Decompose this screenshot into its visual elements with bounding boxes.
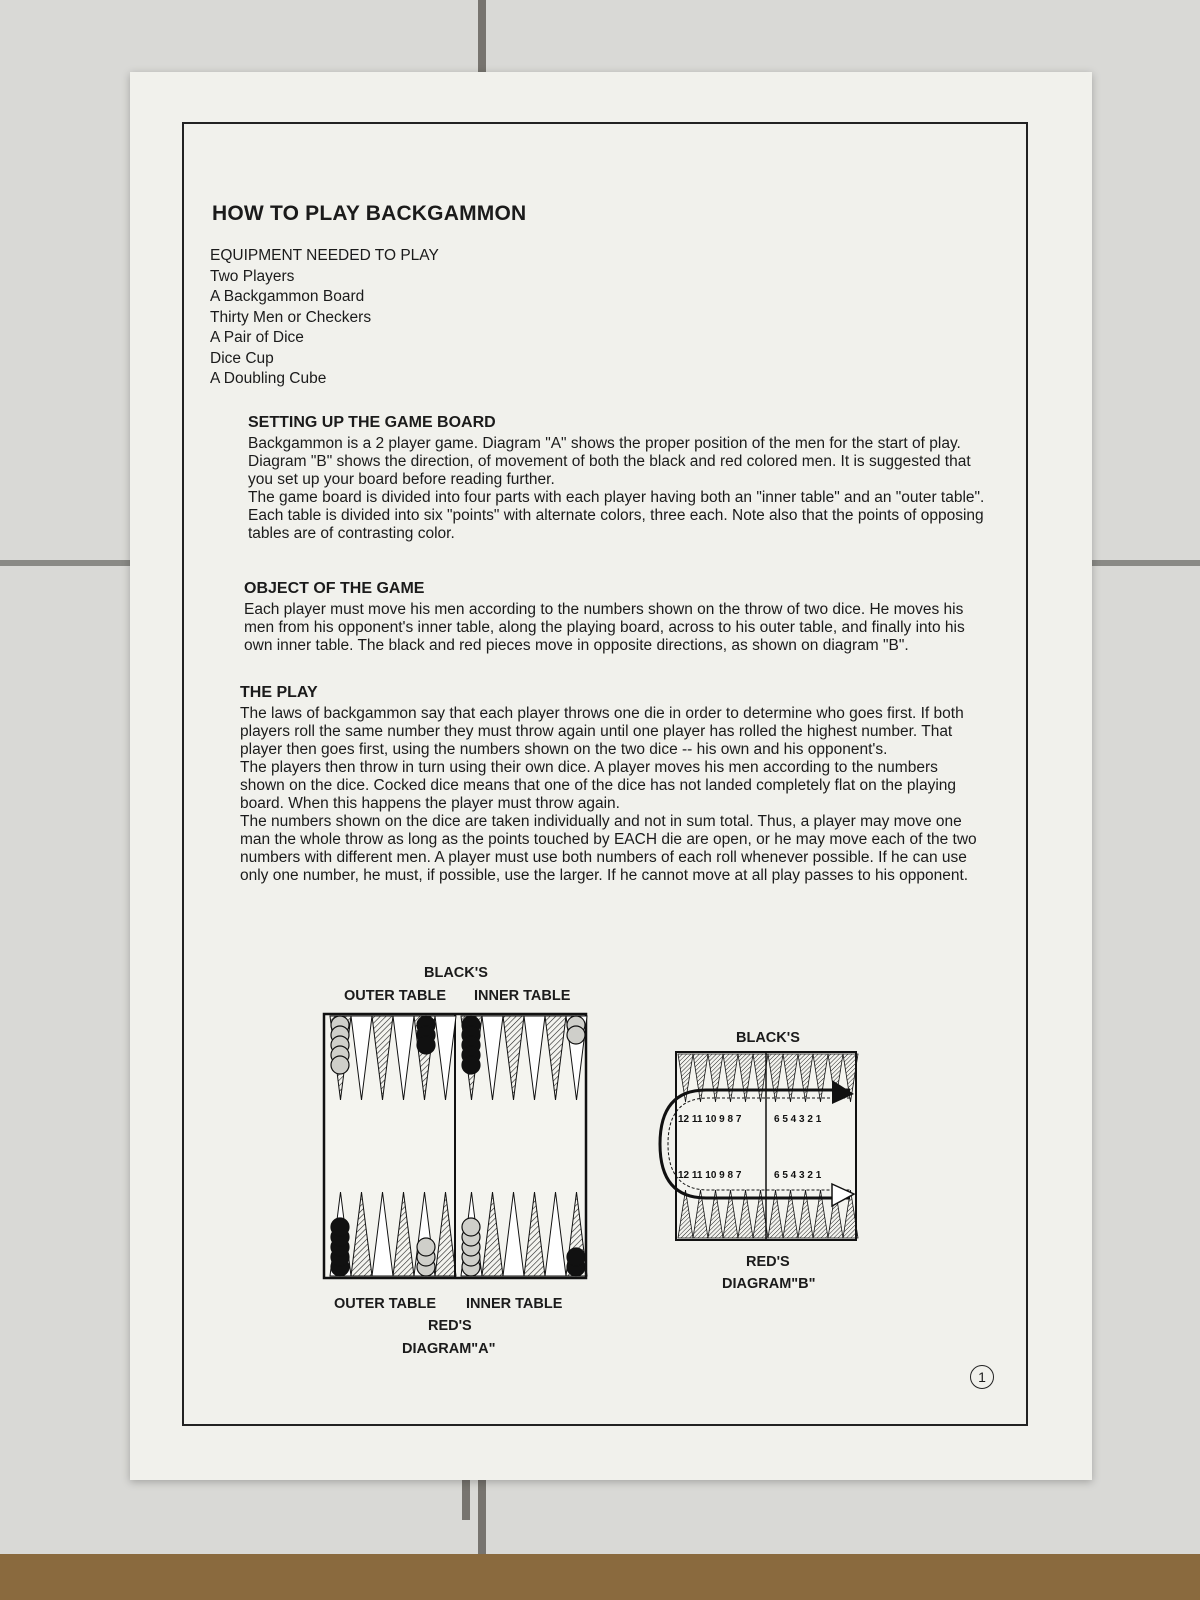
diagram-a-board [322, 1012, 590, 1282]
equipment-item: A Backgammon Board [210, 288, 365, 305]
play-body: The laws of backgammon say that each player throws one die in order to determine who goes first. If both players roll the same number they must throw again until one player has rolled the highest number. That player then goes first, using the numbers shown on the two dice -- his own and his opponent's. The players then throw in turn using their own dice. A player moves his men according to the numbers shown on the dice. Cocked dice means that one of the dice has not landed completely flat on the playing board. When this happens the player must throw again. The numbers shown on the dice are taken individually and not in sum total. Thus, a player may move one man the whole throw as long as the points touched by EACH die are open, or he may move each of the two numbers with different men. A player must use both numbers of each roll whenever possible. If he can use only one number, he must, if possible, use the larger. If he cannot move at all play passes to his opponent. [240, 705, 977, 884]
red-checker [331, 1056, 349, 1074]
setup-heading: SETTING UP THE GAME BOARD [248, 414, 496, 431]
equipment-item: Two Players [210, 267, 295, 285]
equipment-item: A Doubling Cube [210, 370, 327, 387]
diagram-b-board [650, 1048, 860, 1244]
equipment-item: A Pair of Dice [210, 329, 304, 346]
equipment-item: Thirty Men or Checkers [210, 308, 372, 326]
equipment-heading: EQUIPMENT NEEDED TO PLAY [210, 247, 439, 264]
diagram-b-caption: DIAGRAM"B" [722, 1276, 816, 1292]
diagram-a-bottom-left-label: OUTER TABLE [334, 1296, 437, 1312]
diagram-b-numbers-top-right: 6 5 4 3 2 1 [774, 1114, 822, 1125]
object-body: Each player must move his men according to the numbers shown on the throw of two dice. He moves his men from his opponent's inner table, along the playing board, across to his outer table, and finally into his own inner table. The black and red pieces move in opposite directions, as shown on diagram "B". [244, 601, 965, 654]
equipment-item: Dice Cup [210, 349, 274, 367]
diagram-a-bottom-right-label: INNER TABLE [466, 1296, 563, 1312]
page-number: 1 [978, 1369, 986, 1385]
black-checker [331, 1218, 349, 1236]
play-heading: THE PLAY [240, 684, 318, 701]
diagram-b-numbers-top-left: 12 11 10 9 8 7 [678, 1114, 742, 1125]
diagram-b-bottom-owner: RED'S [746, 1254, 790, 1270]
diagram-b-top-owner: BLACK'S [736, 1030, 800, 1046]
diagram-a-caption: DIAGRAM"A" [402, 1341, 496, 1357]
red-checker [567, 1026, 585, 1044]
diagram-a-top-right-label: INNER TABLE [474, 988, 571, 1004]
diagram-a-bottom-owner: RED'S [428, 1318, 472, 1334]
red-checker [462, 1218, 480, 1236]
object-heading: OBJECT OF THE GAME [244, 580, 425, 597]
diagram-b-numbers-bottom-right: 6 5 4 3 2 1 [774, 1170, 822, 1181]
play-section [240, 684, 980, 885]
black-checker [567, 1248, 585, 1266]
rules-sheet [130, 72, 1092, 1480]
equipment-list [210, 246, 439, 390]
object-section [244, 580, 984, 655]
setup-body: Backgammon is a 2 player game. Diagram "A" shows the proper position of the men for the start of play. Diagram "B" shows the direction, of movement of both the black and red colored men. It is suggested that you set up your board before reading further. The game board is divided into four parts with each player having both an "inner table" and an "outer table". Each table is divided into six "points" with alternate colors, three each. Note also that the points of opposing tables are of contrasting color. [248, 435, 985, 542]
red-checker [417, 1238, 435, 1256]
wood-floor-strip [0, 1554, 1200, 1600]
setup-section [248, 414, 988, 543]
diagram-a-top-left-label: OUTER TABLE [344, 988, 447, 1004]
page-number-circle [970, 1365, 994, 1389]
page-title: HOW TO PLAY BACKGAMMON [212, 202, 527, 225]
diagram-b-numbers-bottom-left: 12 11 10 9 8 7 [678, 1170, 742, 1181]
black-checker [462, 1056, 480, 1074]
diagram-a-top-owner: BLACK'S [424, 965, 488, 981]
black-checker [417, 1036, 435, 1054]
